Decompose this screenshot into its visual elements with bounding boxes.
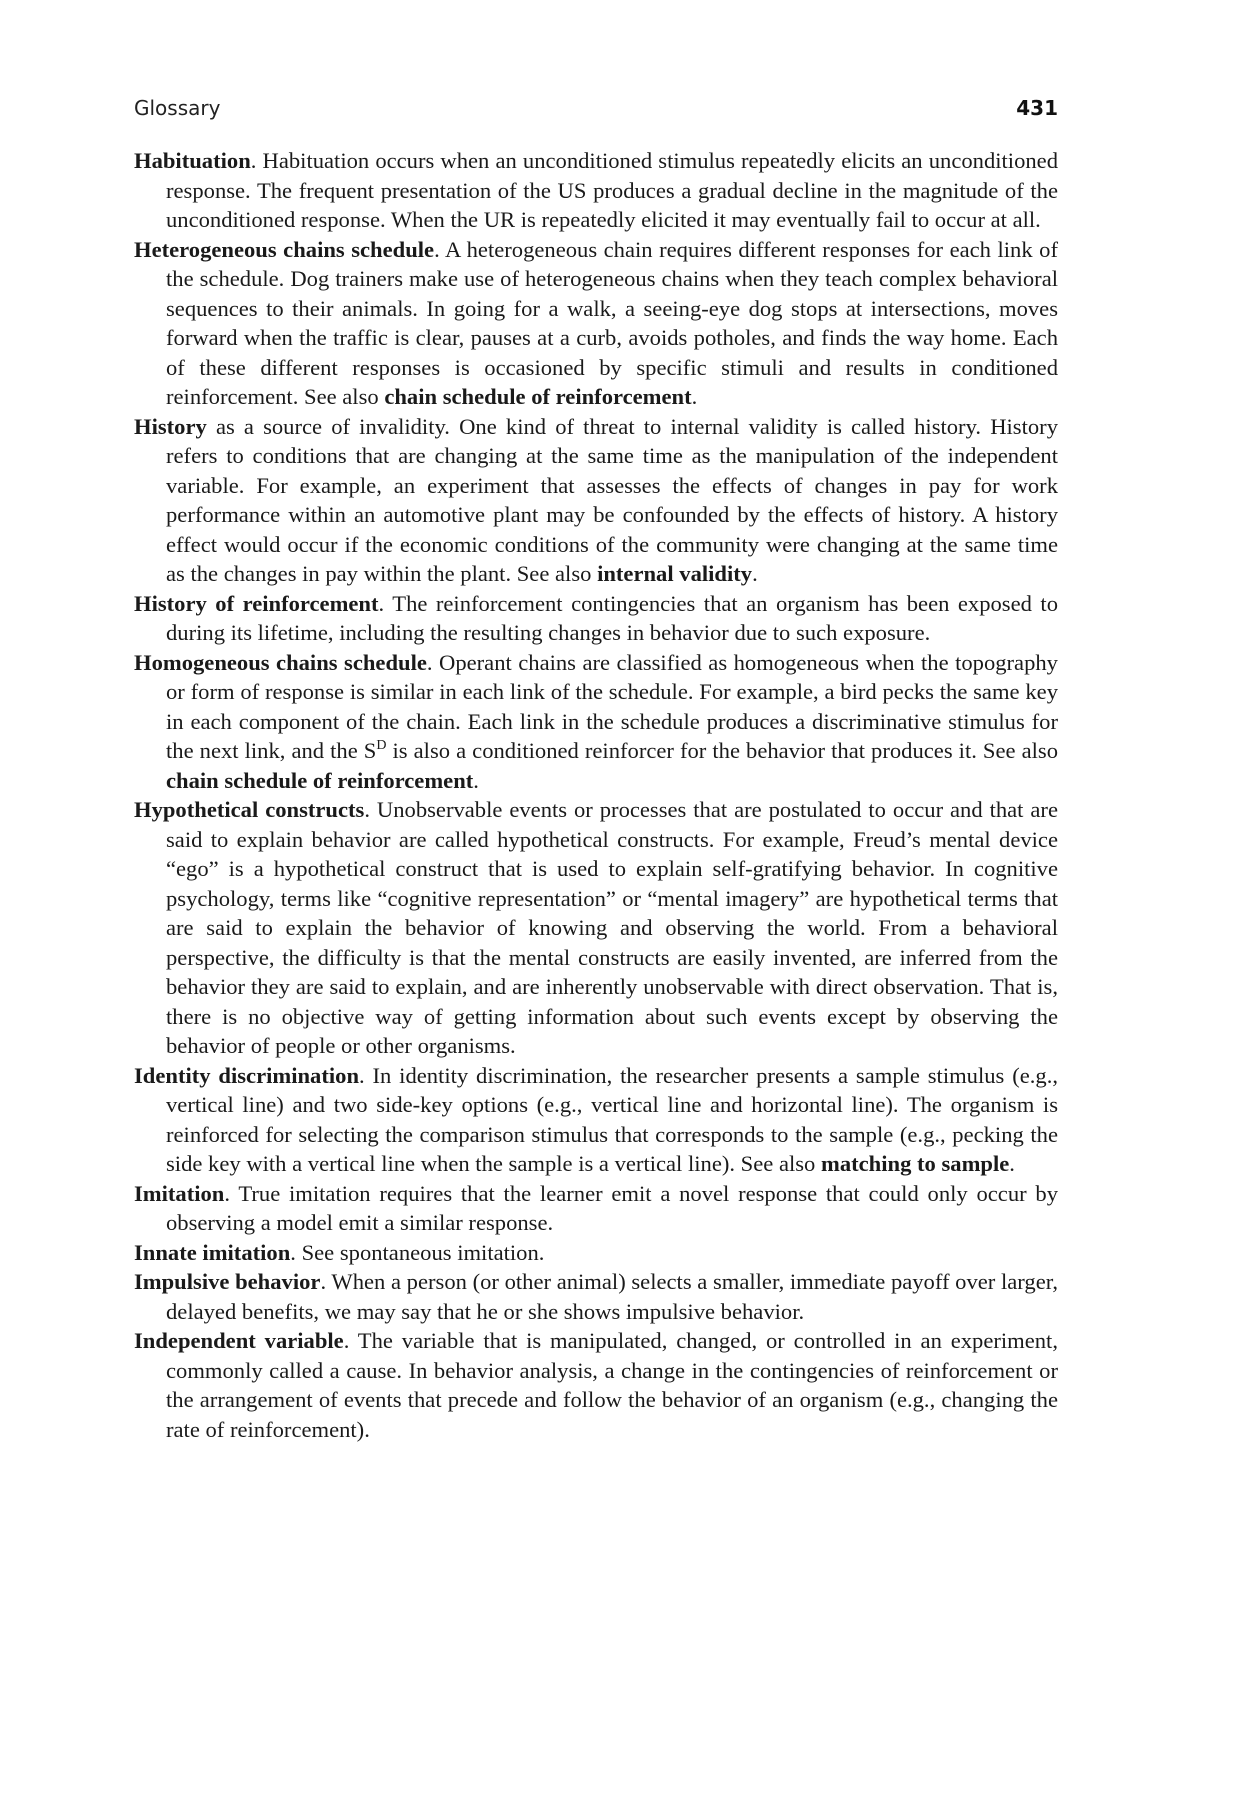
- entry-term: Habituation: [134, 148, 251, 173]
- entry-definition: . In identity discrimination, the researcher presents a sample stimulus (e.g., vertical line) and two side-key options (e.g., vertical line and horizontal line). The organism is reinforced for selecting the comparison stimulus that corresponds to the sample (e.g., pecking the side key with a vertical line when the sample is a vertical line). See also: [166, 1062, 1058, 1176]
- entry-definition: as a source of invalidity. One kind of threat to internal validity is called history. History refers to conditions that are changing at the same time as the manipulation of the independent variable. For example, an experiment that assesses the effects of changes in pay for work performance within an automotive plant may be confounded by the effects of history. A history effect would occur if the economic conditions of the community were changing at the same time as the changes in pay within the plant. See also: [166, 413, 1058, 586]
- entry-term: Impulsive behavior: [134, 1269, 321, 1294]
- cross-reference: internal validity: [597, 561, 753, 586]
- entry-term: Imitation: [134, 1180, 225, 1206]
- entry-definition: . See spontaneous imitation.: [290, 1239, 545, 1265]
- entry-definition-continued: is also a conditioned reinforcer for the behavior that produces it. See also: [386, 738, 1058, 763]
- glossary-entry-innate-imitation: [134, 1238, 1058, 1268]
- entry-tail: .: [691, 384, 698, 409]
- entry-definition: . Habituation occurs when an unconditioned stimulus repeatedly elicits an unconditioned response. The frequent presentation of the US produces a gradual decline in the magnitude of the unconditioned response. When the UR is repeatedly elicited it may eventually fail to occur at all.: [166, 148, 1058, 232]
- glossary-entry-heterogeneous-chains-schedule: [134, 235, 1058, 412]
- glossary-page: [134, 96, 1058, 1444]
- entry-tail: .: [473, 767, 479, 793]
- entry-term: Hypothetical constructs: [134, 797, 365, 822]
- entry-definition: . A heterogeneous chain requires different responses for each link of the schedule. Dog trainers make use of heterogeneous chains when they teach complex behavioral sequences to their animals. In going for a walk, a seeing-eye dog stops at intersections, moves forward when the traffic is clear, pauses at a curb, avoids potholes, and finds the way home. Each of these different responses is occasioned by specific stimuli and results in conditioned reinforcement. See also: [166, 236, 1058, 409]
- glossary-entry-independent-variable: [134, 1326, 1058, 1444]
- cross-reference: chain schedule of reinforcement: [166, 767, 474, 793]
- glossary-entry-habituation: [134, 146, 1058, 235]
- cross-reference: chain schedule of reinforcement: [384, 384, 692, 409]
- entry-definition: . When a person (or other animal) selects a smaller, immediate payoff over larger, delayed benefits, we may say that he or she shows impulsive behavior.: [166, 1269, 1059, 1324]
- entry-term: History: [134, 413, 207, 439]
- entry-term: Heterogeneous chains schedule: [134, 236, 435, 262]
- entry-definition: . True imitation requires that the learner emit a novel response that could only occur by observing a model emit a similar response.: [166, 1180, 1058, 1235]
- entry-term: Homogeneous chains schedule: [134, 649, 427, 675]
- glossary-entry-homogeneous-chains-schedule: [134, 648, 1058, 796]
- section-title: Glossary: [134, 96, 221, 120]
- entry-tail: .: [1009, 1151, 1015, 1176]
- glossary-entry-history-of-reinforcement: [134, 589, 1058, 648]
- glossary-entry-identity-discrimination: [134, 1061, 1058, 1179]
- entry-definition: . Unobservable events or processes that are postulated to occur and that are said to explain behavior are called hypothetical constructs. For example, Freud’s mental device “ego” is a hypothetical construct that is used to explain self-gratifying behavior. In cognitive psychology, terms like “cognitive representation” or “mental imagery” are hypothetical terms that are said to explain the behavior of knowing and observing the world. From a behavioral perspective, the difficulty is that the mental constructs are easily invented, are inferred from the behavior they are said to explain, and are inherently unobservable with direct observation. That is, there is no objective way of getting information about such events except by observing the behavior of people or other organisms.: [166, 797, 1058, 1058]
- running-head: [134, 96, 1058, 136]
- entry-definition: . The reinforcement contingencies that an organism has been exposed to during its lifetime, including the resulting changes in behavior due to such exposure.: [166, 590, 1058, 645]
- glossary-entry-hypothetical-constructs: [134, 795, 1058, 1061]
- entry-term: History of reinforcement: [134, 590, 379, 616]
- entry-definition: . The variable that is manipulated, changed, or controlled in an experiment, commonly called a cause. In behavior analysis, a change in the contingencies of reinforcement or the arrangement of events that precede and follow the behavior of an organism (e.g., changing the rate of reinforcement).: [166, 1328, 1058, 1442]
- glossary-entry-imitation: [134, 1179, 1058, 1238]
- glossary-entries: [134, 146, 1058, 1444]
- entry-term: Independent variable: [134, 1328, 344, 1353]
- entry-definition: . Operant chains are classified as homogeneous when the topography or form of response is similar in each link of the schedule. For example, a bird pecks the same key in each component of the chain. Each link in the schedule produces a discriminative stimulus for the next link, and the S: [166, 649, 1058, 763]
- entry-tail: .: [752, 561, 758, 586]
- entry-term: Identity discrimination: [134, 1062, 360, 1088]
- cross-reference: matching to sample: [821, 1151, 1010, 1176]
- entry-term: Innate imitation: [134, 1239, 291, 1265]
- glossary-entry-history: [134, 412, 1058, 589]
- superscript-d: D: [376, 738, 387, 753]
- page-number: 431: [1016, 96, 1058, 120]
- glossary-entry-impulsive-behavior: [134, 1267, 1058, 1326]
